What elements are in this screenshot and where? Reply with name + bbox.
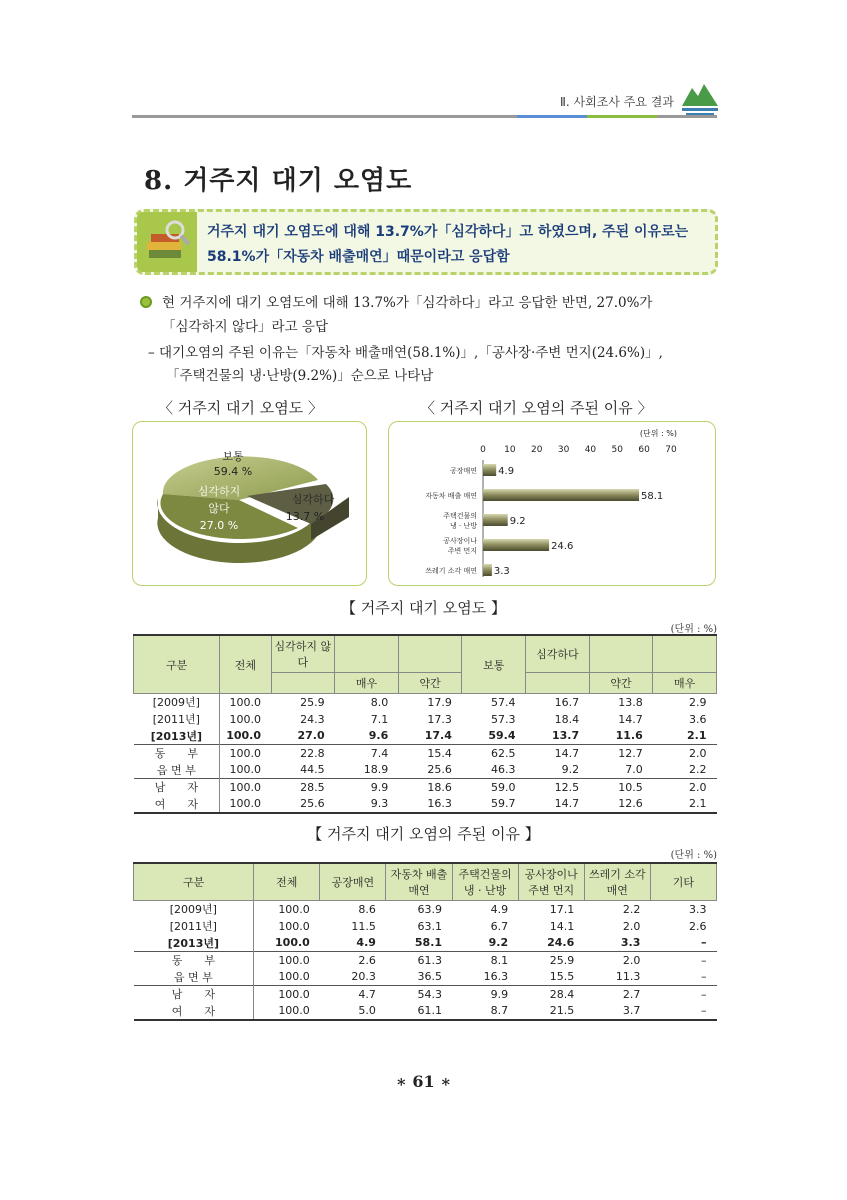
table-cell: 63.1	[417, 919, 443, 933]
body-p1-line2: 「심각하지 않다」라고 응답	[162, 319, 328, 335]
table-cell: 7.0	[625, 763, 643, 777]
table-cell: 3.3	[689, 902, 707, 916]
table1	[133, 634, 717, 814]
table-cell: 15.5	[549, 970, 575, 984]
table-row	[134, 952, 717, 969]
summary-box	[134, 209, 718, 275]
table-cell: 9.9	[452, 986, 518, 1003]
table-cell: 14.7	[526, 745, 590, 762]
table2-header: 기타	[650, 863, 716, 901]
table-cell: 2.1	[689, 797, 707, 810]
table-cell: 동 부	[134, 952, 254, 969]
table-cell: 2.0	[622, 919, 641, 933]
table-cell: 28.5	[271, 779, 335, 796]
table-cell: 57.3	[491, 712, 516, 726]
table-cell: 100.0	[220, 779, 271, 796]
pie-value-serious: 13.7 %	[285, 510, 325, 523]
table-cell: 25.6	[427, 763, 452, 777]
table-cell: 12.7	[589, 745, 653, 762]
table-row	[134, 918, 717, 935]
table-cell: 12.5	[526, 779, 590, 796]
pie-chart-box	[132, 421, 367, 586]
table-cell: 11.5	[351, 919, 376, 933]
table-cell: 14.1	[549, 919, 575, 933]
table-row	[134, 969, 717, 986]
table-cell: 17.3	[427, 712, 452, 726]
table-cell: 9.6	[368, 729, 389, 743]
table2-header: 자동차 배출 매연	[386, 863, 452, 901]
table-cell: [2009년]	[134, 694, 220, 711]
bar-category-label: 주변 먼지	[447, 547, 477, 555]
table-cell: 25.9	[518, 952, 584, 969]
table-cell: 24.6	[547, 936, 575, 950]
table-row	[134, 1003, 717, 1020]
table2-header: 쓰레기 소각 매연	[584, 863, 650, 901]
table-cell: 100.0	[229, 763, 262, 777]
header-divider	[132, 115, 717, 118]
table-cell: 100.0	[254, 986, 320, 1003]
table-cell: 2.0	[653, 745, 717, 762]
table-cell: 여 자	[134, 1003, 254, 1020]
table-cell: 3.6	[689, 712, 707, 726]
table-row	[134, 901, 717, 918]
table-cell: 14.7	[618, 712, 643, 726]
table2-header: 구분	[134, 863, 254, 901]
table-cell: 28.4	[518, 986, 584, 1003]
t1-h-gubun: 구분	[134, 635, 220, 694]
table-cell: 13.7	[552, 729, 580, 743]
table-cell: 59.0	[462, 779, 526, 796]
pie-label-not-serious-1: 심각하지	[197, 485, 241, 498]
table-cell: [2009년]	[134, 901, 254, 918]
body-p1-line1: 현 거주지에 대기 오염도에 대해 13.7%가「심각하다」라고 응답한 반면, 27.0%가	[162, 295, 653, 311]
table-cell: 18.9	[363, 763, 389, 777]
table-cell: 62.5	[462, 745, 526, 762]
pie-label-not-serious-2: 않다	[208, 502, 230, 515]
table-cell: 8.1	[452, 952, 518, 969]
table-cell: 61.3	[386, 952, 452, 969]
table-cell: 13.8	[618, 695, 643, 709]
table-cell: 2.6	[689, 919, 707, 933]
table-cell: 여 자	[134, 796, 220, 813]
table-cell: 61.1	[417, 1004, 443, 1017]
t1-h-some2: 약간	[589, 673, 653, 694]
section-title: 8. 거주지 대기 오염도	[144, 166, 413, 196]
table-cell: 100.0	[275, 936, 310, 950]
bar-chart-box	[388, 421, 716, 586]
body-p2-line1: – 대기오염의 주된 이유는「자동차 배출매연(58.1%)」,「공사장·주변 먼지(24.6%)」,	[148, 345, 663, 361]
table-cell: 100.0	[278, 970, 310, 984]
table-cell: 3.7	[622, 1004, 641, 1017]
table-cell: 17.9	[427, 695, 452, 709]
pie-label-normal: 보통	[222, 450, 244, 463]
table-cell: 읍 면 부	[134, 969, 254, 986]
bar-value-label: 24.6	[551, 541, 574, 552]
bullet-icon	[140, 296, 152, 308]
bar-caption: 〈 거주지 대기 오염의 주된 이유 〉	[420, 399, 653, 417]
table-cell: 4.9	[490, 902, 509, 916]
summary-line-2: 58.1%가「자동차 배출매연」때문이라고 응답함	[207, 249, 510, 265]
bar-x-tick: 70	[665, 445, 677, 455]
table-cell: 18.4	[554, 712, 580, 726]
table1-caption: 【 거주지 대기 오염도 】	[341, 599, 506, 617]
bar-value-label: 3.3	[493, 566, 510, 577]
table-cell: 100.0	[254, 952, 320, 969]
table-cell: 44.5	[300, 763, 325, 777]
table-row	[134, 935, 717, 952]
header-section-label: Ⅱ. 사회조사 주요 결과	[560, 95, 674, 109]
books-icon	[137, 212, 197, 272]
table-cell: 읍 면 부	[134, 762, 220, 779]
table-cell: 9.9	[335, 779, 399, 796]
t1-h-very2: 매우	[653, 673, 717, 694]
table-cell: 6.7	[490, 919, 509, 933]
body-p2-line2: 「주택건물의 냉·난방(9.2%)」순으로 나타남	[166, 368, 434, 384]
table-cell: [2013년]	[134, 935, 254, 952]
t1-h-notserious: 심각하지 않다	[271, 635, 335, 673]
table-cell: 4.7	[320, 986, 386, 1003]
table-cell: 12.6	[618, 797, 643, 810]
table-row	[134, 728, 717, 745]
bar-x-tick: 0	[480, 445, 486, 455]
table-cell: 8.7	[490, 1004, 509, 1017]
table-cell: –	[701, 1004, 707, 1017]
bar-chart	[389, 422, 714, 584]
table-cell: 25.6	[300, 797, 325, 810]
table-cell: 100.0	[229, 797, 262, 810]
table2	[133, 862, 717, 1021]
bar-category-label: 공장매연	[449, 467, 477, 475]
table-cell: 100.0	[229, 712, 262, 726]
table-cell: 남 자	[134, 986, 254, 1003]
table2-header: 공사장이나 주변 먼지	[518, 863, 584, 901]
bar-category-label: 쓰레기 소각 매연	[425, 567, 477, 575]
table2-header: 공장매연	[320, 863, 386, 901]
table-cell: 8.6	[358, 902, 376, 916]
table-cell: –	[650, 986, 716, 1003]
table-cell: 7.4	[335, 745, 399, 762]
bar-category-label: 주택건물의	[443, 512, 477, 520]
table-cell: –	[701, 970, 707, 984]
table-cell: 17.4	[424, 729, 452, 743]
bar-value-label: 9.2	[509, 516, 526, 527]
table-cell: 57.4	[491, 695, 516, 709]
bar-chart-unit: (단위 : %)	[639, 429, 677, 438]
bar-x-tick: 30	[557, 445, 570, 455]
table-cell: [2011년]	[134, 918, 254, 935]
bar	[483, 464, 496, 476]
table-cell: 9.2	[561, 763, 580, 777]
t1-h-very: 매우	[335, 673, 399, 694]
table-cell: 100.0	[229, 695, 262, 709]
bar-x-tick: 20	[530, 445, 543, 455]
table-cell: 18.6	[398, 779, 462, 796]
table-cell: 100.0	[278, 902, 310, 916]
bar-x-tick: 50	[611, 445, 624, 455]
t1-h-normal: 보통	[462, 635, 526, 694]
table-cell: 2.9	[689, 695, 707, 709]
bar-category-label: 공사장이나	[443, 537, 477, 545]
table-cell: 24.3	[300, 712, 325, 726]
table-row	[134, 796, 717, 813]
table-row	[134, 762, 717, 779]
table-row	[134, 986, 717, 1003]
table-row	[134, 779, 717, 796]
bar-category-label: 자동차 배출 매연	[425, 492, 477, 500]
table-cell: 16.3	[483, 970, 509, 984]
table-cell: –	[650, 952, 716, 969]
table-cell: 25.9	[300, 695, 325, 709]
table-cell: –	[701, 936, 707, 950]
table-cell: 4.9	[356, 936, 376, 950]
table-cell: 2.2	[689, 763, 707, 777]
table-row	[134, 694, 717, 711]
table-cell: 27.0	[297, 729, 325, 743]
bar	[483, 489, 639, 501]
t1-h-some: 약간	[398, 673, 462, 694]
pie-label-serious: 심각하다	[291, 493, 335, 506]
table-cell: 15.4	[398, 745, 462, 762]
table-cell: 2.0	[584, 952, 650, 969]
table2-caption: 【 거주지 대기 오염의 주된 이유 】	[307, 825, 540, 843]
table-cell: 9.3	[370, 797, 389, 810]
table-cell: 59.7	[491, 797, 516, 810]
bar-x-tick: 10	[504, 445, 516, 455]
table-cell: 58.1	[414, 936, 443, 950]
t1-h-serious: 심각하다	[526, 635, 590, 673]
table-row	[134, 711, 717, 728]
bar	[483, 564, 492, 576]
table-cell: 36.5	[417, 970, 443, 984]
table-cell: [2011년]	[134, 711, 220, 728]
table-cell: 21.5	[549, 1004, 575, 1017]
bar-category-label: 냉 · 난방	[450, 522, 477, 530]
table-cell: 63.9	[417, 902, 443, 916]
table-cell: 14.7	[554, 797, 580, 810]
table-cell: 9.2	[488, 936, 509, 950]
table-cell: 17.1	[549, 902, 575, 916]
table-cell: 11.3	[615, 970, 641, 984]
table-cell: 2.2	[622, 902, 641, 916]
pie-value-not-serious: 27.0 %	[199, 519, 239, 532]
table-cell: 2.6	[320, 952, 386, 969]
summary-line-1: 거주지 대기 오염도에 대해 13.7%가「심각하다」고 하였으며, 주된 이유로는	[207, 224, 689, 240]
table2-header: 주택건물의 냉 · 난방	[452, 863, 518, 901]
table-cell: 16.3	[427, 797, 452, 810]
table2-unit: (단위 : %)	[670, 850, 717, 861]
bar	[483, 539, 549, 551]
bar-value-label: 58.1	[641, 491, 664, 502]
pie-caption: 〈 거주지 대기 오염도 〉	[158, 399, 323, 417]
mountain-logo-icon	[680, 78, 720, 118]
table-cell: 16.7	[554, 695, 580, 709]
table-cell: 7.1	[370, 712, 389, 726]
pie-chart	[133, 422, 365, 584]
table-cell: 100.0	[226, 729, 262, 743]
table-cell: 100.0	[278, 1004, 310, 1017]
table-cell: 8.0	[370, 695, 389, 709]
table-cell: 남 자	[134, 779, 220, 796]
table-cell: [2013년]	[134, 728, 220, 745]
table-cell: 22.8	[271, 745, 335, 762]
bar-x-tick: 40	[584, 445, 597, 455]
table-cell: 2.7	[584, 986, 650, 1003]
table-cell: 2.1	[687, 729, 707, 743]
t1-h-total: 전체	[220, 635, 271, 694]
pie-value-normal: 59.4 %	[213, 465, 253, 478]
table-cell: 100.0	[278, 919, 310, 933]
table1-unit: (단위 : %)	[670, 624, 717, 635]
table-cell: 54.3	[386, 986, 452, 1003]
table-cell: 10.5	[589, 779, 653, 796]
page-number: ∗ 61 ∗	[395, 1072, 452, 1091]
table-cell: 100.0	[220, 745, 271, 762]
table-cell: 동 부	[134, 745, 220, 762]
table-cell: 59.4	[488, 729, 516, 743]
bar-x-tick: 60	[638, 445, 650, 455]
table-cell: 20.3	[351, 970, 376, 984]
table-cell: 3.3	[620, 936, 641, 950]
bar	[483, 514, 508, 526]
table-cell: 2.0	[653, 779, 717, 796]
table2-header: 전체	[254, 863, 320, 901]
table-cell: 5.0	[358, 1004, 376, 1017]
table-cell: 46.3	[491, 763, 516, 777]
bar-value-label: 4.9	[498, 466, 515, 477]
table-row	[134, 745, 717, 762]
table-cell: 11.6	[615, 729, 643, 743]
